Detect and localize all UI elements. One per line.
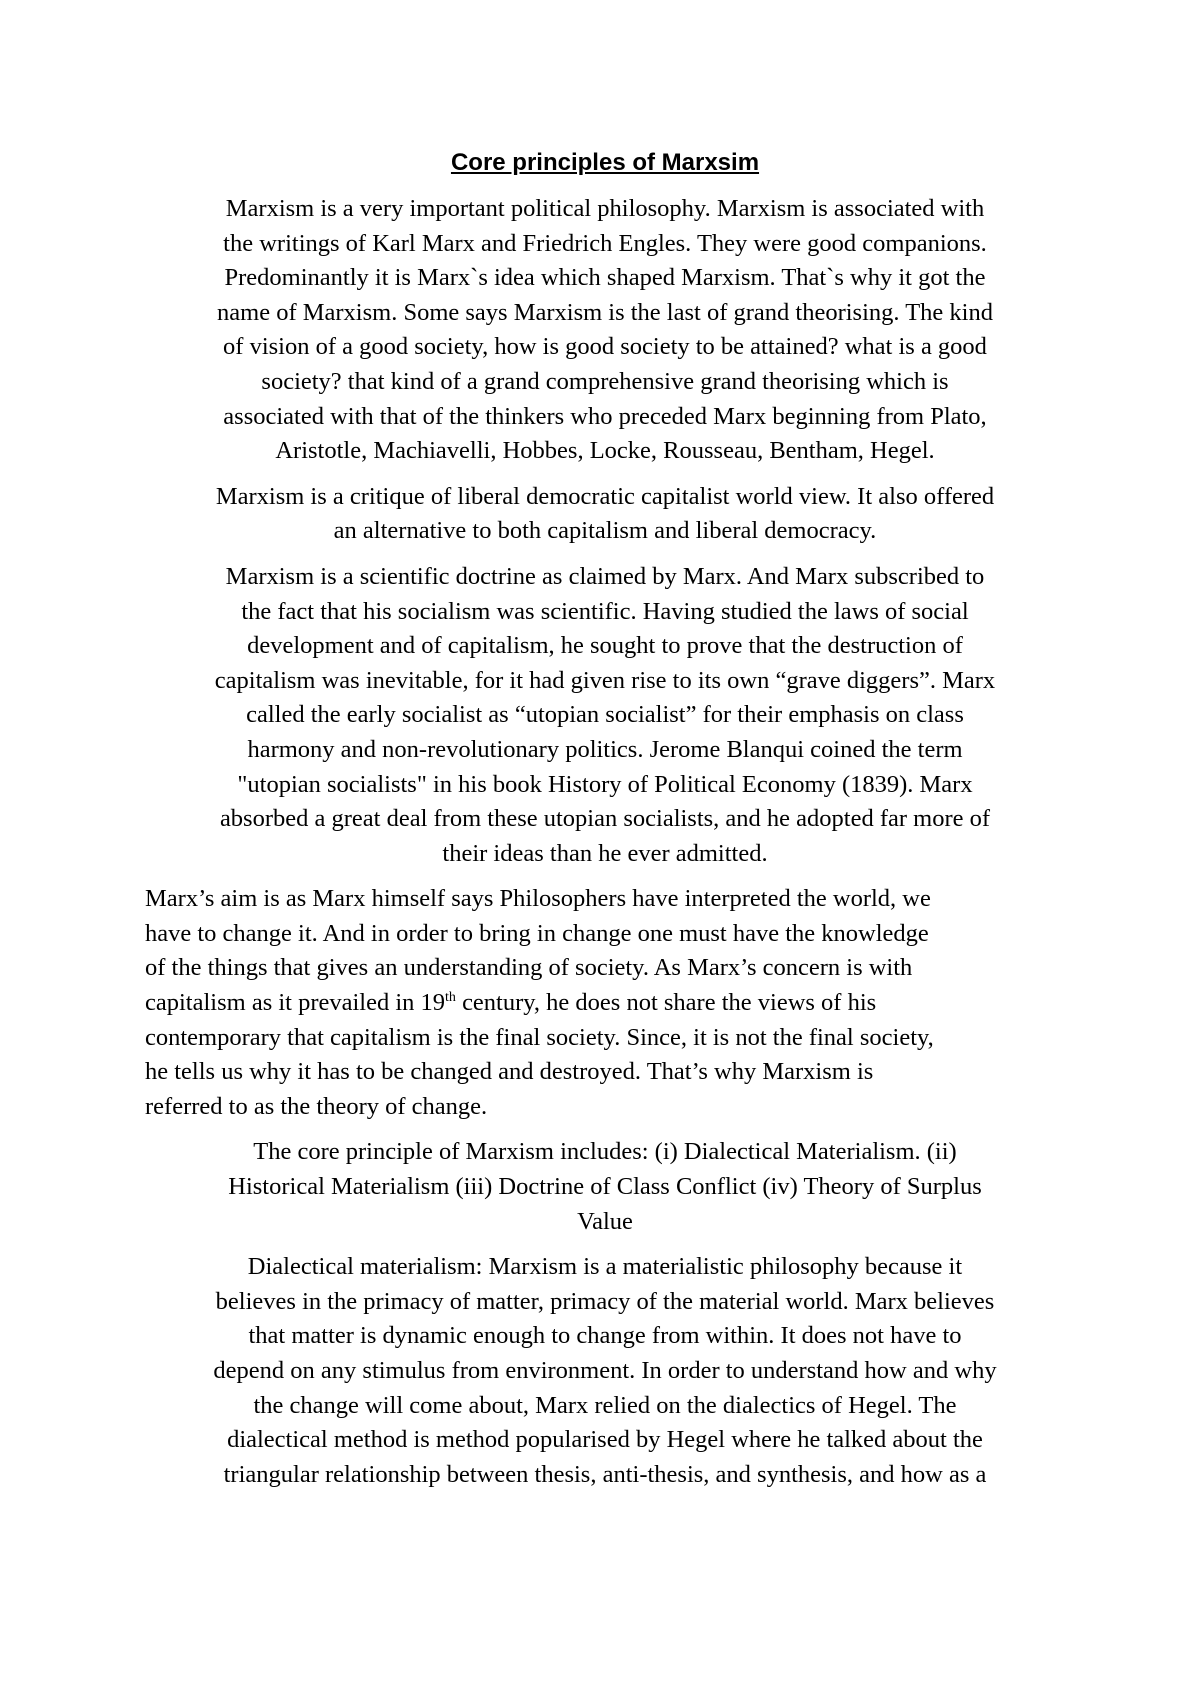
text-line: Dialectical materialism: Marxism is a materialistic philosophy because it [247,1253,963,1281]
text-line: Aristotle, Machiavelli, Hobbes, Locke, Rousseau, Bentham, Hegel. [275,437,935,465]
text-line: Value [577,1207,633,1235]
text-line: Historical Materialism (iii) Doctrine of Class Conflict (iv) Theory of Surplus [228,1173,982,1201]
text-line: the change will come about, Marx relied on the dialectics of Hegel. The [253,1391,957,1419]
text-line: that matter is dynamic enough to change from within. It does not have to [248,1322,962,1350]
text-line: called the early socialist as “utopian socialist” for their emphasis on class [246,701,964,729]
text-line: associated with that of the thinkers who preceded Marx beginning from Plato, [223,402,987,430]
text-line: the fact that his socialism was scientific. Having studied the laws of social [241,597,969,625]
text-line: an alternative to both capitalism and liberal democracy. [333,517,877,545]
text-line: the writings of Karl Marx and Friedrich Engles. They were good companions. [223,229,987,257]
text-line: name of Marxism. Some says Marxism is the last of grand theorising. The kind [217,298,993,326]
text-line: contemporary that capitalism is the final society. Since, it is not the final society, [145,1023,934,1051]
text-line [145,986,1065,1021]
document-page [145,148,1065,1503]
paragraph-intro [145,192,1065,469]
text-line: capitalism was inevitable, for it had given rise to its own “grave diggers”. Marx [214,666,996,694]
text-segment: century, he does not share the views of his [455,989,877,1017]
text-segment: capitalism as it prevailed in 19 [145,989,446,1017]
text-line: their ideas than he ever admitted. [442,839,768,867]
text-line: "utopian socialists" in his book History of Political Economy (1839). Marx [237,770,973,798]
ordinal-superscript: th [445,989,456,1005]
paragraph-marx-aim [145,882,1065,1124]
paragraph-scientific-doctrine [145,560,1065,871]
text-line: referred to as the theory of change. [145,1092,488,1120]
text-line: Marxism is a critique of liberal democratic capitalist world view. It also offered [215,482,995,510]
text-line: Predominantly it is Marx`s idea which shaped Marxism. That`s why it got the [224,264,986,292]
text-line: Marx’s aim is as Marx himself says Philosophers have interpreted the world, we [145,885,931,913]
text-line: development and of capitalism, he sought to prove that the destruction of [247,632,963,660]
text-line: Marxism is a very important political philosophy. Marxism is associated with [225,195,985,222]
text-line: have to change it. And in order to bring in change one must have the knowledge [145,919,929,947]
text-line: of the things that gives an understanding of society. As Marx’s concern is with [145,954,913,982]
document-title: Core principles of Marxsim [450,149,760,176]
text-line: The core principle of Marxism includes: (i) Dialectical Materialism. (ii) [253,1138,957,1166]
paragraph-dialectical-materialism [145,1250,1065,1492]
text-line: Marxism is a scientific doctrine as claimed by Marx. And Marx subscribed to [225,562,985,590]
text-line: of vision of a good society, how is good society to be attained? what is a good [223,333,987,361]
text-line: dialectical method is method popularised by Hegel where he talked about the [227,1426,983,1454]
text-line: believes in the primacy of matter, primacy of the material world. Marx believes [215,1287,995,1315]
text-line: triangular relationship between thesis, anti-thesis, and synthesis, and how as a [223,1460,987,1488]
text-line: harmony and non-revolutionary politics. Jerome Blanqui coined the term [247,735,963,763]
paragraph-core-principles [145,1135,1065,1239]
text-line: depend on any stimulus from environment. In order to understand how and why [213,1357,997,1384]
paragraph-critique [145,480,1065,549]
text-line: society? that kind of a grand comprehensive grand theorising which is [261,367,949,395]
text-line: he tells us why it has to be changed and destroyed. That’s why Marxism is [145,1058,874,1086]
text-line: absorbed a great deal from these utopian socialists, and he adopted far more of [219,805,991,833]
